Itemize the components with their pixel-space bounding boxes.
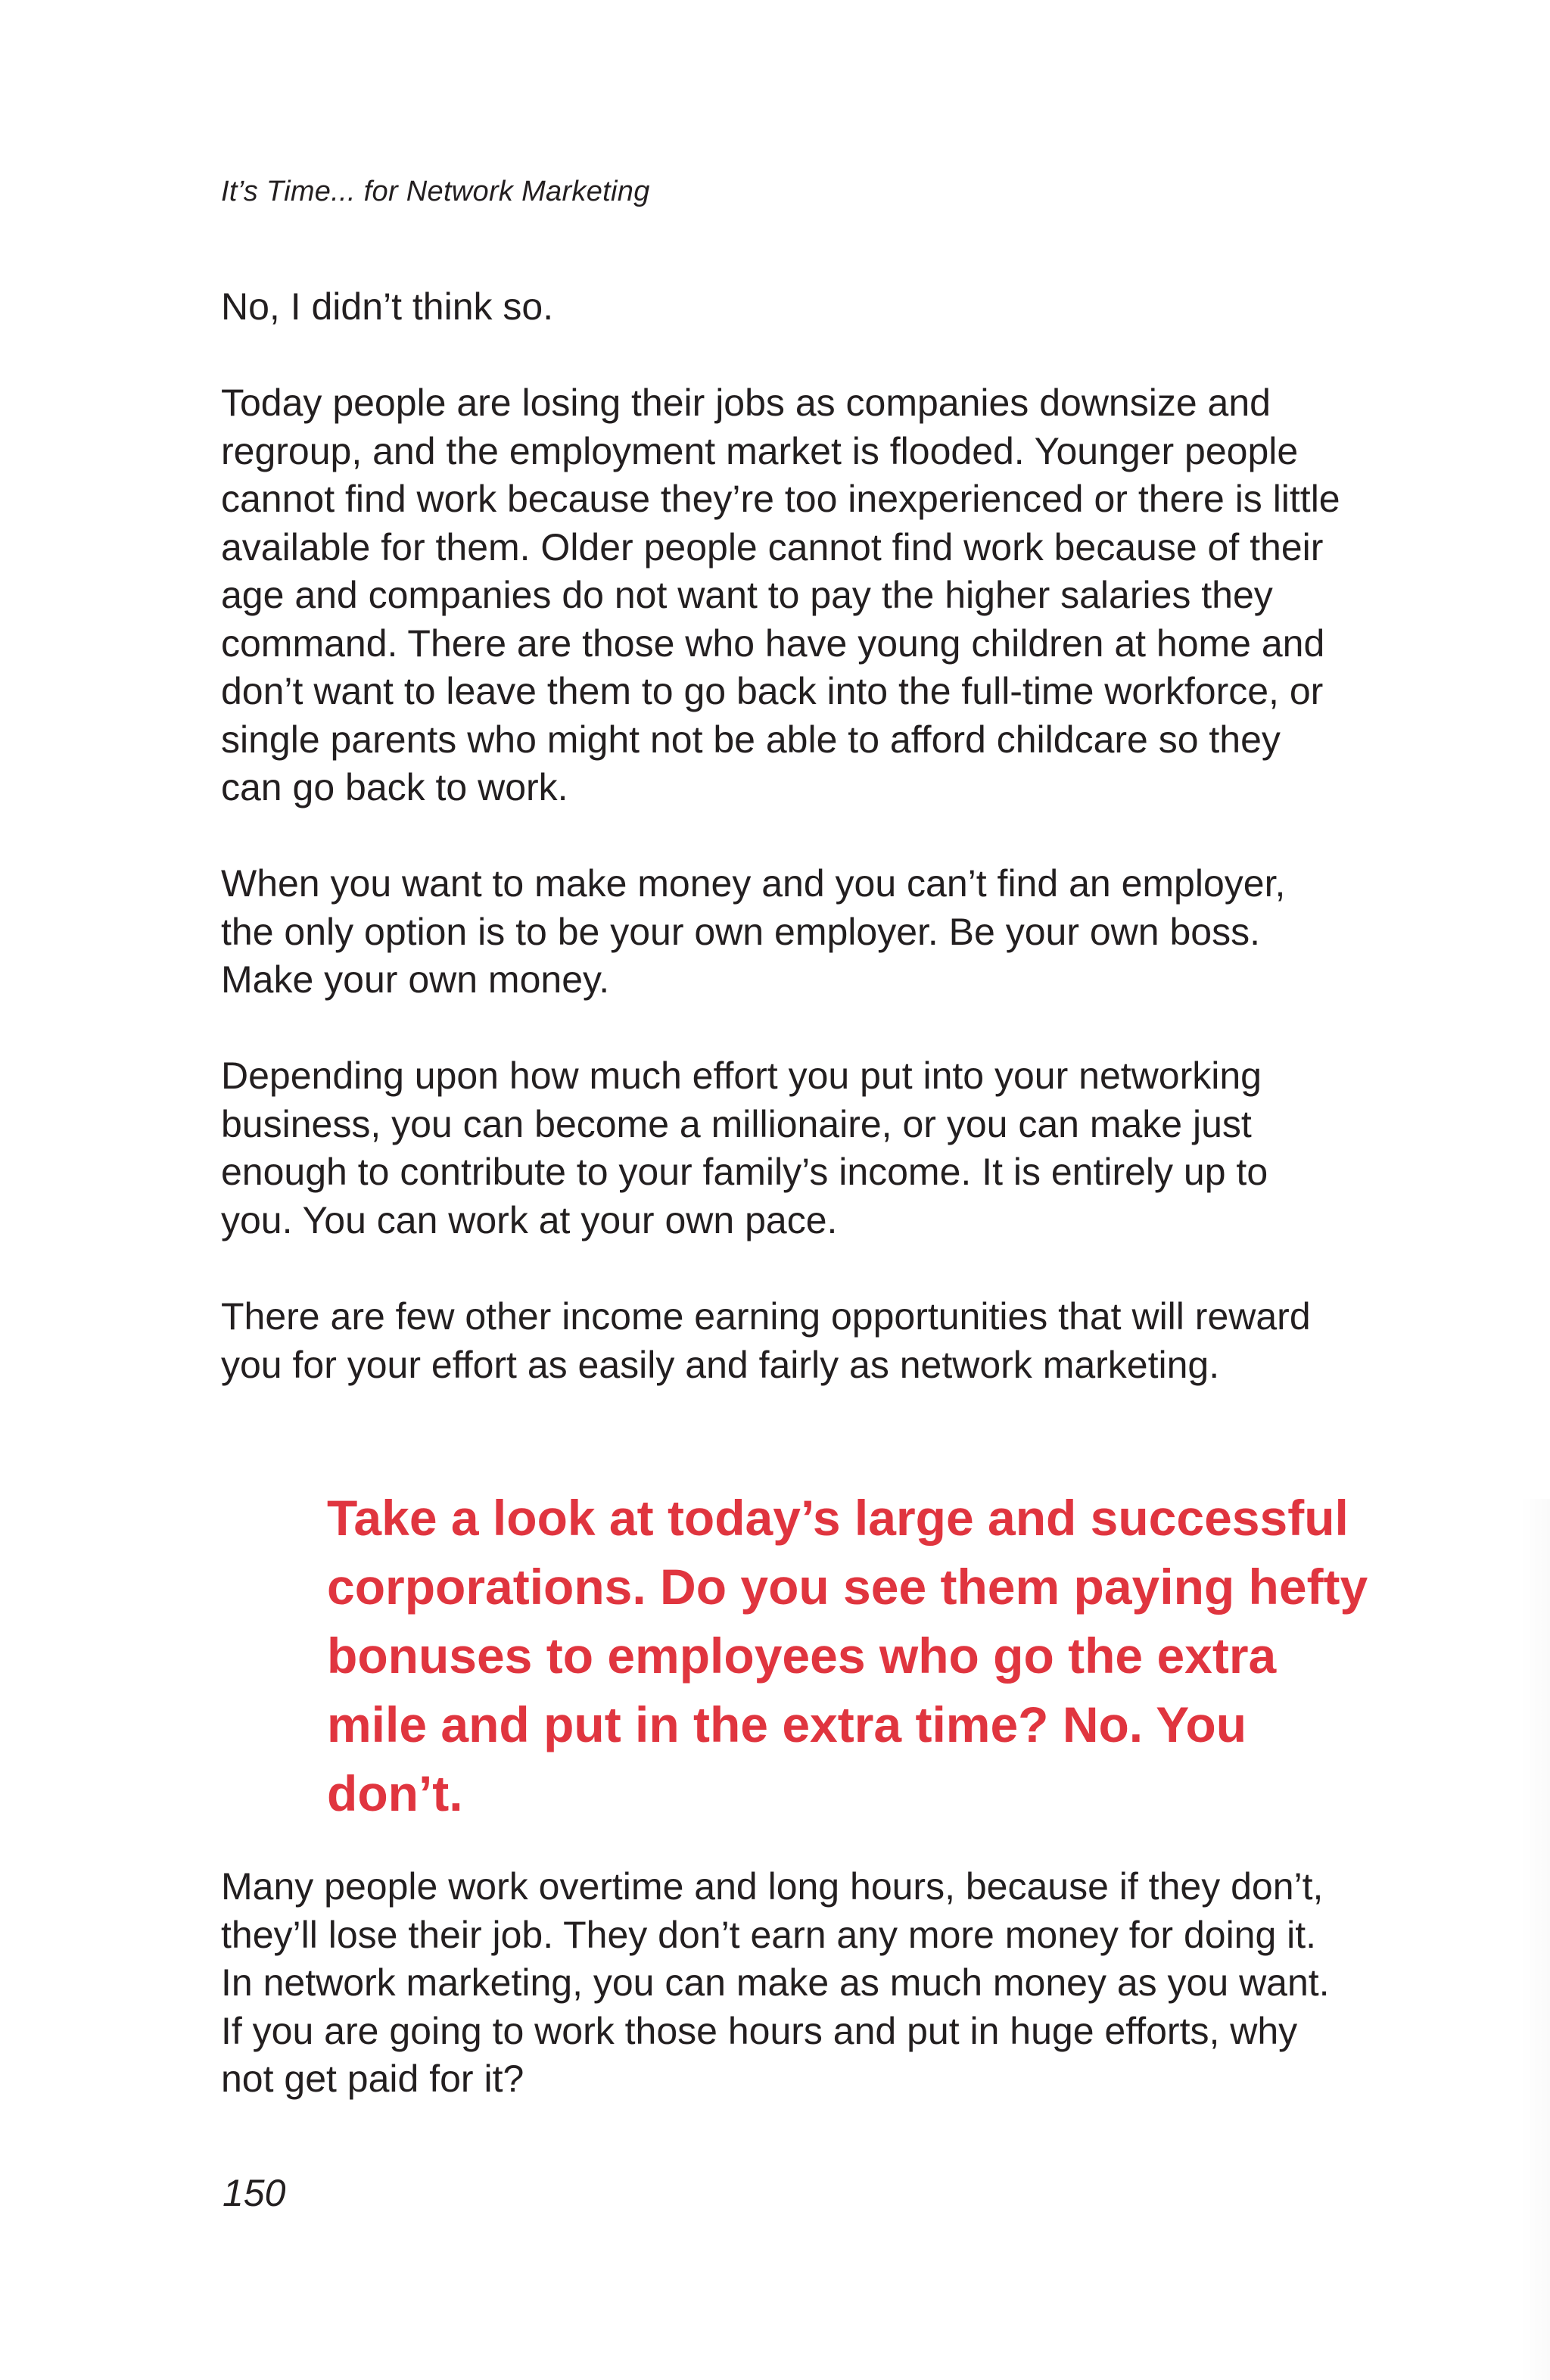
page-number: 150 <box>223 2172 286 2214</box>
paragraph-1: No, I didn’t think so. <box>221 285 554 328</box>
paragraph-2: Today people are losing their jobs as companies downsize and regroup, and the employment market is flooded. Younger people cannot find work because they’re too inexperienced or there is little available for them. Older people cannot find work because of their age and companies do not want to pay the higher salaries they command. There are those who have young children at home and don’t want to leave them to go back into the full-time workforce, or single parents who might not be able to afford childcare so they can go back to work. <box>221 382 1340 808</box>
paragraph-4: Depending upon how much effort you put into your networking business, you can become a millionaire, or you can make just enough to contribute to your family’s income. It is entirely up to you. You can work at your own pace. <box>221 1054 1268 1241</box>
page-edge-shadow <box>1520 1499 1550 2380</box>
running-header: It’s Time... for Network Marketing <box>221 176 650 207</box>
paragraph-6: Many people work overtime and long hours, because if they don’t, they’ll lose their job. They don’t earn any more money for doing it. In network marketing, you can make as much money as you want. If you are going to work those hours and put in huge efforts, why not get paid for it? <box>221 1865 1330 2100</box>
paragraph-5: There are few other income earning opportunities that will reward you for your effort as easily and fairly as network marketing. <box>221 1295 1311 1386</box>
paragraph-3: When you want to make money and you can’t find an employer, the only option is to be your own employer. Be your own boss. Make your own money. <box>221 862 1286 1001</box>
pull-quote: Take a look at today’s large and successful corporations. Do you see them paying hefty bonuses to employees who go the extra mile and put in the extra time? No. You don’t. <box>327 1490 1368 1821</box>
